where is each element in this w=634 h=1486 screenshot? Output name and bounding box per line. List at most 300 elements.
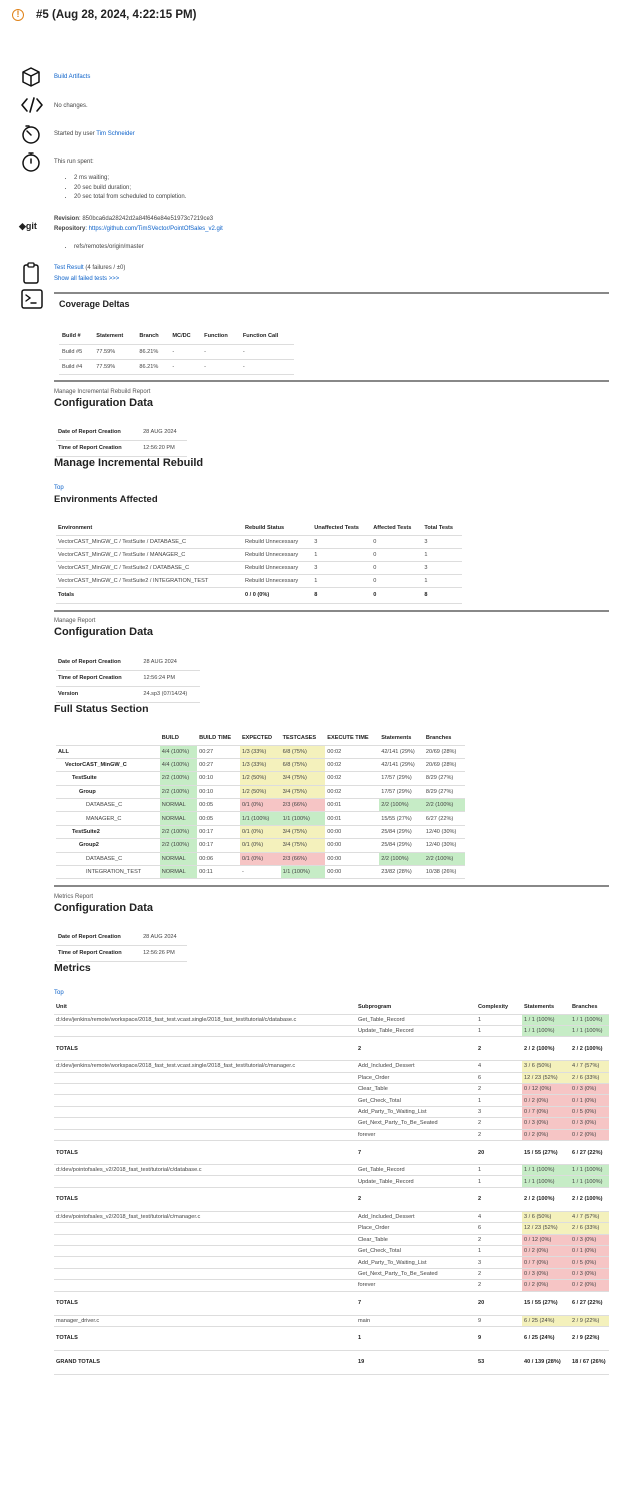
- complexity-cell: 2: [476, 1268, 522, 1279]
- statements-cell: 1 / 1 (100%): [522, 1014, 570, 1025]
- totals-row: [54, 1326, 609, 1350]
- unit-cell: GRAND TOTALS: [54, 1350, 356, 1374]
- status-name: ALL: [56, 745, 160, 758]
- test-result-link[interactable]: Test Result: [54, 265, 84, 271]
- metrics-row: [54, 1084, 609, 1095]
- subprogram-cell: forever: [356, 1129, 476, 1140]
- status-cell: 00:10: [197, 772, 240, 785]
- config-label: Time of Report Creation: [56, 945, 141, 961]
- status-cell: 2/2 (100%): [160, 825, 197, 838]
- statements-cell: 12 / 23 (52%): [522, 1223, 570, 1234]
- complexity-cell: 6: [476, 1072, 522, 1083]
- table-cell: VectorCAST_MinGW_C / TestSuite2 / INTEGRATION_TEST: [56, 574, 243, 587]
- section-divider: [54, 380, 609, 382]
- table-header-row: [54, 1000, 609, 1014]
- branches-cell: 4 / 7 (57%): [570, 1061, 609, 1072]
- manage-config-table: [56, 654, 200, 703]
- status-row: [56, 852, 465, 865]
- statements-cell: 0 / 12 (0%): [522, 1234, 570, 1245]
- branches-cell: 6 / 27 (22%): [570, 1291, 609, 1315]
- metrics-row: [54, 1234, 609, 1245]
- status-cell: 8/29 (27%): [424, 772, 465, 785]
- table-cell: Rebuild Unnecessary: [243, 548, 312, 561]
- unit-cell: d:/dev/jenkins/remote/workspace/2018_fast_test.vcast.single/2018_fast_test/tutorial/c/manager.c: [54, 1061, 356, 1072]
- status-cell: 2/3 (66%): [281, 799, 326, 812]
- table-cell: 1: [312, 574, 371, 587]
- statements-cell: 0 / 7 (0%): [522, 1257, 570, 1268]
- status-cell: 1/2 (50%): [240, 785, 281, 798]
- unit-cell: [54, 1280, 356, 1291]
- table-cell: -: [240, 359, 294, 374]
- column-header: Branch: [136, 329, 169, 344]
- table-header-row: [56, 732, 465, 745]
- table-cell: -: [201, 344, 240, 359]
- status-row: [56, 866, 465, 879]
- unit-cell: [54, 1257, 356, 1268]
- column-header: MC/DC: [169, 329, 201, 344]
- statements-cell: 1 / 1 (100%): [522, 1176, 570, 1187]
- status-row: [56, 825, 465, 838]
- statements-cell: 1 / 1 (100%): [522, 1165, 570, 1176]
- status-cell: 6/27 (22%): [424, 812, 465, 825]
- revision-line: [54, 216, 213, 222]
- complexity-cell: 20: [476, 1141, 522, 1165]
- started-by-text: [54, 131, 135, 137]
- table-cell: 0: [371, 535, 422, 548]
- status-cell: 2/2 (100%): [160, 785, 197, 798]
- config-value: 28 AUG 2024: [141, 929, 187, 945]
- status-cell: 10/38 (26%): [424, 866, 465, 879]
- table-cell: 86.21%: [136, 344, 169, 359]
- column-header: Build #: [59, 329, 93, 344]
- subprogram-cell: Get_Check_Total: [356, 1095, 476, 1106]
- environment-row: [56, 548, 462, 561]
- metrics-row: [54, 1025, 609, 1036]
- unit-cell: [54, 1234, 356, 1245]
- table-cell: VectorCAST_MinGW_C / TestSuite2 / DATABASE_C: [56, 561, 243, 574]
- timing-item: • 2 ms waiting;: [74, 174, 186, 184]
- metrics-row: [54, 1245, 609, 1256]
- subprogram-cell: Get_Next_Party_To_Be_Seated: [356, 1118, 476, 1129]
- unit-cell: [54, 1129, 356, 1140]
- unit-cell: [54, 1223, 356, 1234]
- status-cell: 6/8 (75%): [281, 745, 326, 758]
- clipboard-icon: [20, 261, 42, 285]
- environments-affected-title: Environments Affected: [54, 494, 158, 505]
- status-row: [56, 799, 465, 812]
- status-cell: 17/57 (29%): [379, 772, 424, 785]
- section-divider: [54, 292, 609, 294]
- repository-label: Repository: [54, 226, 86, 232]
- coverage-deltas-title: Coverage Deltas: [59, 299, 130, 309]
- column-header: Subprogram: [356, 1000, 476, 1014]
- user-link[interactable]: Tim Schneider: [96, 131, 135, 137]
- branches-cell: 1 / 1 (100%): [570, 1014, 609, 1025]
- config-row: [56, 654, 200, 670]
- column-header: Statements: [522, 1000, 570, 1014]
- subprogram-cell: 2: [356, 1187, 476, 1211]
- unit-cell: [54, 1176, 356, 1187]
- metrics-row: [54, 1223, 609, 1234]
- totals-cell: Totals: [56, 587, 243, 603]
- metrics-row: [54, 1268, 609, 1279]
- complexity-cell: 2: [476, 1118, 522, 1129]
- subprogram-cell: Add_Included_Dessert: [356, 1211, 476, 1222]
- branches-cell: 0 / 3 (0%): [570, 1234, 609, 1245]
- column-header: Total Tests: [422, 522, 462, 535]
- branches-cell: 1 / 1 (100%): [570, 1165, 609, 1176]
- table-cell: -: [201, 359, 240, 374]
- config-label: Time of Report Creation: [56, 670, 141, 686]
- status-cell: 00:27: [197, 758, 240, 771]
- started-by-label: Started by user: [54, 131, 97, 137]
- complexity-cell: 6: [476, 1223, 522, 1234]
- status-cell: 1/3 (33%): [240, 745, 281, 758]
- subprogram-cell: Add_Party_To_Waiting_List: [356, 1257, 476, 1268]
- table-cell: 0: [371, 574, 422, 587]
- subprogram-cell: Update_Table_Record: [356, 1025, 476, 1036]
- metrics-row: [54, 1176, 609, 1187]
- statements-cell: 2 / 2 (100%): [522, 1037, 570, 1061]
- environment-row: [56, 561, 462, 574]
- table-cell: -: [169, 344, 201, 359]
- branches-cell: 0 / 5 (0%): [570, 1257, 609, 1268]
- status-cell: 12/40 (30%): [424, 839, 465, 852]
- rebuild-config-table: [56, 424, 187, 457]
- column-header: TESTCASES: [281, 732, 326, 745]
- totals-row: [56, 587, 462, 603]
- table-cell: Rebuild Unnecessary: [243, 561, 312, 574]
- branches-cell: 6 / 27 (22%): [570, 1141, 609, 1165]
- unit-cell: [54, 1072, 356, 1083]
- branches-cell: 2 / 6 (33%): [570, 1072, 609, 1083]
- complexity-cell: 1: [476, 1095, 522, 1106]
- status-row: [56, 812, 465, 825]
- column-header: EXECUTE TIME: [325, 732, 379, 745]
- table-cell: 3: [312, 561, 371, 574]
- terminal-icon: [20, 288, 44, 310]
- config-row: [56, 670, 200, 686]
- run-spent-text: This run spent:: [54, 159, 94, 165]
- metrics-row: [54, 1280, 609, 1291]
- table-cell: 3: [422, 535, 462, 548]
- metrics-table: [54, 1000, 609, 1375]
- status-row: [56, 758, 465, 771]
- complexity-cell: 2: [476, 1187, 522, 1211]
- changes-text: No changes.: [54, 103, 88, 109]
- config-value: 12:56:26 PM: [141, 945, 187, 961]
- show-failed-tests-link[interactable]: Show all failed tests >>>: [54, 276, 120, 282]
- table-cell: Build #4: [59, 359, 93, 374]
- page-title: #5 (Aug 28, 2024, 4:22:15 PM): [36, 9, 197, 21]
- status-cell: 00:27: [197, 745, 240, 758]
- subprogram-cell: Clear_Table: [356, 1084, 476, 1095]
- status-cell: 1/1 (100%): [240, 812, 281, 825]
- status-cell: NORMAL: [160, 812, 197, 825]
- status-cell: 0/1 (0%): [240, 799, 281, 812]
- statements-cell: 0 / 2 (0%): [522, 1095, 570, 1106]
- full-status-title: Full Status Section: [54, 703, 149, 715]
- status-cell: 25/84 (29%): [379, 839, 424, 852]
- package-icon: [20, 66, 42, 88]
- complexity-cell: 4: [476, 1061, 522, 1072]
- unit-cell: d:/dev/jenkins/remote/workspace/2018_fast_test.vcast.single/2018_fast_test/tutorial/c/database.c: [54, 1014, 356, 1025]
- status-cell: 00:02: [325, 758, 379, 771]
- status-name: VectorCAST_MinGW_C: [56, 758, 160, 771]
- repository-link[interactable]: : https://github.com/TimSVector/PointOfSales_v2.git: [85, 226, 223, 232]
- top-link[interactable]: Top: [54, 485, 64, 491]
- complexity-cell: 20: [476, 1291, 522, 1315]
- status-cell: 4/4 (100%): [160, 745, 197, 758]
- timing-item: • 20 sec total from scheduled to completion.: [74, 193, 186, 203]
- complexity-cell: 1: [476, 1014, 522, 1025]
- status-cell: 15/55 (27%): [379, 812, 424, 825]
- column-header: Complexity: [476, 1000, 522, 1014]
- status-cell: 00:02: [325, 745, 379, 758]
- branches-cell: 0 / 3 (0%): [570, 1084, 609, 1095]
- timer-start-icon: [20, 123, 42, 145]
- statements-cell: 0 / 3 (0%): [522, 1268, 570, 1279]
- complexity-cell: 3: [476, 1106, 522, 1117]
- totals-cell: 8: [422, 587, 462, 603]
- status-cell: 2/2 (100%): [424, 799, 465, 812]
- table-row: [59, 359, 294, 374]
- status-cell: 00:00: [325, 866, 379, 879]
- subprogram-cell: Get_Next_Party_To_Be_Seated: [356, 1268, 476, 1279]
- rebuild-config-title: Configuration Data: [54, 397, 153, 409]
- status-cell: 3/4 (75%): [281, 785, 326, 798]
- branches-cell: 0 / 2 (0%): [570, 1129, 609, 1140]
- test-result-line: [54, 265, 125, 271]
- complexity-cell: 2: [476, 1129, 522, 1140]
- table-cell: 0: [371, 548, 422, 561]
- column-header: Unaffected Tests: [312, 522, 371, 535]
- config-row: [56, 686, 200, 702]
- status-cell: 8/29 (27%): [424, 785, 465, 798]
- statements-cell: 3 / 6 (50%): [522, 1061, 570, 1072]
- column-header: Statements: [379, 732, 424, 745]
- table-cell: Build #5: [59, 344, 93, 359]
- status-cell: 1/1 (100%): [281, 866, 326, 879]
- config-label: Date of Report Creation: [56, 654, 141, 670]
- status-cell: 42/141 (29%): [379, 758, 424, 771]
- subprogram-cell: Add_Included_Dessert: [356, 1061, 476, 1072]
- subprogram-cell: Get_Table_Record: [356, 1014, 476, 1025]
- status-cell: 00:02: [325, 772, 379, 785]
- table-cell: -: [240, 344, 294, 359]
- statements-cell: 0 / 12 (0%): [522, 1084, 570, 1095]
- table-header-row: [59, 329, 294, 344]
- config-label: Time of Report Creation: [56, 440, 141, 456]
- metrics-row: [54, 1257, 609, 1268]
- complexity-cell: 9: [476, 1326, 522, 1350]
- column-header: Branches: [424, 732, 465, 745]
- totals-row: [54, 1187, 609, 1211]
- subprogram-cell: 7: [356, 1141, 476, 1165]
- status-cell: 2/3 (66%): [281, 852, 326, 865]
- status-cell: 17/57 (29%): [379, 785, 424, 798]
- code-icon: [20, 95, 44, 115]
- complexity-cell: 1: [476, 1165, 522, 1176]
- branches-cell: 0 / 3 (0%): [570, 1118, 609, 1129]
- column-header: EXPECTED: [240, 732, 281, 745]
- status-cell: 42/141 (29%): [379, 745, 424, 758]
- subprogram-cell: Add_Party_To_Waiting_List: [356, 1106, 476, 1117]
- status-cell: 00:06: [197, 852, 240, 865]
- table-cell: Rebuild Unnecessary: [243, 535, 312, 548]
- branches-cell: 0 / 1 (0%): [570, 1095, 609, 1106]
- metrics-title: Metrics: [54, 962, 91, 974]
- revision-label: Revision: [54, 216, 80, 222]
- status-name: TestSuite2: [56, 825, 160, 838]
- status-name: INTEGRATION_TEST: [56, 866, 160, 879]
- rebuild-title: Manage Incremental Rebuild: [54, 457, 204, 469]
- status-cell: NORMAL: [160, 852, 197, 865]
- statements-cell: 6 / 25 (24%): [522, 1315, 570, 1326]
- refs-list: [54, 243, 144, 253]
- status-name: Group2: [56, 839, 160, 852]
- totals-row: [54, 1291, 609, 1315]
- subprogram-cell: Clear_Table: [356, 1234, 476, 1245]
- complexity-cell: 1: [476, 1245, 522, 1256]
- complexity-cell: 1: [476, 1025, 522, 1036]
- config-row: [56, 929, 187, 945]
- branches-cell: 2 / 2 (100%): [570, 1187, 609, 1211]
- column-header: BUILD TIME: [197, 732, 240, 745]
- complexity-cell: 3: [476, 1257, 522, 1268]
- config-value: 24.sp3 (07/14/24): [141, 686, 200, 702]
- config-value: 12:56:24 PM: [141, 670, 200, 686]
- status-cell: 1/2 (50%): [240, 772, 281, 785]
- table-cell: 77.59%: [93, 359, 136, 374]
- config-value: 12:56:20 PM: [141, 440, 187, 456]
- column-header: Branches: [570, 1000, 609, 1014]
- config-row: [56, 945, 187, 961]
- branches-cell: 2 / 9 (22%): [570, 1326, 609, 1350]
- repository-line: [54, 226, 223, 232]
- status-row: [56, 745, 465, 758]
- subprogram-cell: forever: [356, 1280, 476, 1291]
- status-cell: 00:00: [325, 839, 379, 852]
- branches-cell: 1 / 1 (100%): [570, 1025, 609, 1036]
- table-row: [59, 344, 294, 359]
- statements-cell: 1 / 1 (100%): [522, 1025, 570, 1036]
- status-name: MANAGER_C: [56, 812, 160, 825]
- status-cell: 00:17: [197, 825, 240, 838]
- branches-cell: 18 / 67 (26%): [570, 1350, 609, 1374]
- status-cell: 00:17: [197, 839, 240, 852]
- metrics-row: [54, 1315, 609, 1326]
- statements-cell: 0 / 3 (0%): [522, 1118, 570, 1129]
- top-link[interactable]: Top: [54, 990, 64, 996]
- status-cell: 00:00: [325, 825, 379, 838]
- status-name: Group: [56, 785, 160, 798]
- status-cell: 3/4 (75%): [281, 839, 326, 852]
- git-label: git: [25, 221, 37, 231]
- unit-cell: TOTALS: [54, 1291, 356, 1315]
- complexity-cell: 53: [476, 1350, 522, 1374]
- status-cell: 3/4 (75%): [281, 772, 326, 785]
- timings-list: [54, 174, 186, 203]
- unit-cell: [54, 1106, 356, 1117]
- column-header: Statement: [93, 329, 136, 344]
- section-divider: [54, 885, 609, 887]
- table-header-row: [56, 522, 462, 535]
- metrics-row: [54, 1165, 609, 1176]
- metrics-config-title: Configuration Data: [54, 902, 153, 914]
- unit-cell: [54, 1025, 356, 1036]
- metrics-row: [54, 1061, 609, 1072]
- statements-cell: 15 / 55 (27%): [522, 1291, 570, 1315]
- status-name: DATABASE_C: [56, 852, 160, 865]
- subprogram-cell: Get_Check_Total: [356, 1245, 476, 1256]
- complexity-cell: 2: [476, 1280, 522, 1291]
- status-cell: 00:11: [197, 866, 240, 879]
- status-cell: 2/2 (100%): [160, 772, 197, 785]
- environment-row: [56, 535, 462, 548]
- git-icon: ◆git: [19, 221, 37, 231]
- subprogram-cell: 7: [356, 1291, 476, 1315]
- status-row: [56, 839, 465, 852]
- column-header: Environment: [56, 522, 243, 535]
- subprogram-cell: Place_Order: [356, 1223, 476, 1234]
- status-cell: 00:05: [197, 799, 240, 812]
- status-row: [56, 772, 465, 785]
- status-cell: 00:10: [197, 785, 240, 798]
- statements-cell: 0 / 2 (0%): [522, 1245, 570, 1256]
- subprogram-cell: 2: [356, 1037, 476, 1061]
- totals-row: [54, 1037, 609, 1061]
- status-cell: 20/69 (28%): [424, 745, 465, 758]
- unit-cell: TOTALS: [54, 1037, 356, 1061]
- config-row: [56, 424, 187, 440]
- status-cell: NORMAL: [160, 799, 197, 812]
- status-cell: 23/82 (28%): [379, 866, 424, 879]
- unit-cell: d:/dev/pointofsales_v2/2018_fast_test/tutorial/c/database.c: [54, 1165, 356, 1176]
- status-cell: 2/2 (100%): [424, 852, 465, 865]
- stopwatch-icon: [20, 151, 42, 173]
- status-row: [56, 785, 465, 798]
- status-cell: 00:01: [325, 812, 379, 825]
- status-cell: 1/1 (100%): [281, 812, 326, 825]
- branches-cell: 0 / 2 (0%): [570, 1280, 609, 1291]
- table-cell: 3: [422, 561, 462, 574]
- environment-row: [56, 574, 462, 587]
- metrics-report-subtitle: Metrics Report: [54, 894, 94, 900]
- complexity-cell: 1: [476, 1176, 522, 1187]
- status-cell: 1/3 (33%): [240, 758, 281, 771]
- status-cell: 00:05: [197, 812, 240, 825]
- branches-cell: 0 / 1 (0%): [570, 1245, 609, 1256]
- unit-cell: [54, 1095, 356, 1106]
- unit-cell: TOTALS: [54, 1326, 356, 1350]
- environments-table: [56, 522, 462, 604]
- unit-cell: [54, 1245, 356, 1256]
- build-artifacts-link[interactable]: Build Artifacts: [54, 74, 91, 80]
- statements-cell: 3 / 6 (50%): [522, 1211, 570, 1222]
- subprogram-cell: Place_Order: [356, 1072, 476, 1083]
- totals-cell: 0: [371, 587, 422, 603]
- statements-cell: 0 / 7 (0%): [522, 1106, 570, 1117]
- metrics-row: [54, 1211, 609, 1222]
- column-header: BUILD: [160, 732, 197, 745]
- complexity-cell: 2: [476, 1037, 522, 1061]
- status-cell: 6/8 (75%): [281, 758, 326, 771]
- config-row: [56, 440, 187, 456]
- statements-cell: 12 / 23 (52%): [522, 1072, 570, 1083]
- branches-cell: 2 / 6 (33%): [570, 1223, 609, 1234]
- status-cell: 12/40 (30%): [424, 825, 465, 838]
